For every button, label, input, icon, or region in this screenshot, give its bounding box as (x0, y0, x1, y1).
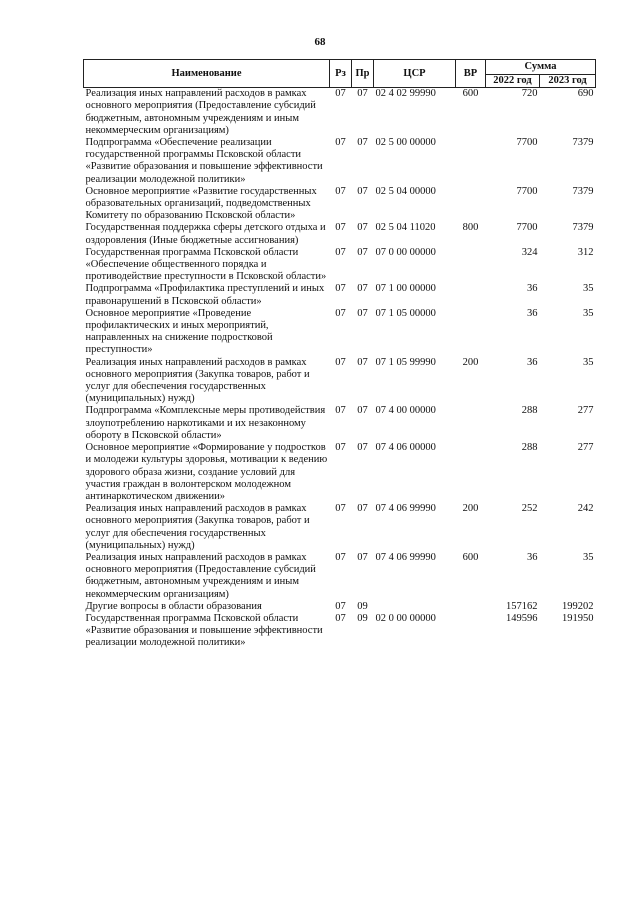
row-vr (456, 613, 486, 650)
header-rz: Рз (330, 60, 352, 88)
header-vr: ВР (456, 60, 486, 88)
row-csr: 02 5 04 11020 (375, 222, 436, 234)
row-vr: 200 (462, 503, 479, 515)
row-csr: 02 0 00 00000 (375, 612, 436, 624)
table-row (84, 613, 596, 650)
row-pr: 07 (357, 137, 368, 149)
row-sum-2023: 35 (583, 551, 594, 563)
row-pr: 09 (357, 612, 368, 624)
row-name: Подпрограмма «Профилактика преступлений и иных правонарушений в Псковской области» (85, 283, 325, 307)
table-row (84, 247, 596, 284)
table-row (84, 442, 596, 503)
row-vr: 600 (462, 551, 479, 563)
row-sum-2022: 36 (527, 356, 538, 368)
row-sum-2022: 157162 (506, 600, 538, 612)
header-name: Наименование (84, 60, 330, 88)
page-number: 68 (314, 36, 326, 48)
row-sum-2023: 242 (577, 503, 594, 515)
row-csr: 07 4 06 99990 (375, 551, 436, 563)
row-vr (456, 442, 486, 503)
row-name: Другие вопросы в области образования (85, 600, 262, 612)
row-sum-2023: 7379 (572, 222, 594, 234)
table-row (84, 222, 596, 246)
row-sum-2023: 35 (583, 283, 594, 295)
row-sum-2022: 288 (521, 405, 538, 417)
row-rz: 07 (335, 222, 346, 234)
row-pr: 07 (357, 185, 368, 197)
header-2022: 2022 год (486, 75, 540, 88)
row-vr (456, 137, 486, 186)
row-csr: 07 1 00 00000 (375, 283, 436, 295)
row-rz: 07 (335, 283, 346, 295)
row-sum-2023: 7379 (572, 137, 594, 149)
row-sum-2022: 36 (527, 283, 538, 295)
row-pr: 07 (357, 88, 368, 100)
row-vr (456, 308, 486, 357)
row-sum-2022: 7700 (516, 185, 538, 197)
row-pr: 07 (357, 246, 368, 258)
row-vr (456, 405, 486, 442)
row-sum-2023: 312 (577, 246, 594, 258)
row-name: Подпрограмма «Комплексные меры противодействия злоупотреблению наркотиками и их незаконному обороту в Псковской области» (85, 405, 326, 441)
table-row (84, 88, 596, 137)
row-name: Реализация иных направлений расходов в рамках основного мероприятия (Предоставление субсидий бюджетным, автономным учреждениям и иным некоммерческим организациям) (85, 88, 316, 136)
header-sum: Сумма (486, 60, 596, 75)
header-pr: Пр (352, 60, 374, 88)
table-row (84, 357, 596, 406)
row-rz: 07 (335, 503, 346, 515)
table-row (84, 405, 596, 442)
row-csr: 07 4 06 99990 (375, 503, 436, 515)
row-sum-2022: 324 (521, 246, 538, 258)
row-pr: 07 (357, 356, 368, 368)
table-row (84, 308, 596, 357)
row-name: Государственная программа Псковской области «Обеспечение общественного порядка и противодействие преступности в Псковской области» (85, 246, 327, 283)
row-vr: 200 (462, 356, 479, 368)
row-sum-2023: 35 (583, 307, 594, 319)
row-rz: 07 (335, 88, 346, 100)
row-sum-2023: 7379 (572, 185, 594, 197)
row-sum-2023: 690 (577, 88, 594, 100)
row-name: Реализация иных направлений расходов в рамках основного мероприятия (Закупка товаров, работ и услуг для обеспечения государственных (муниципальных) нужд) (85, 503, 310, 551)
row-sum-2022: 36 (527, 307, 538, 319)
row-name: Государственная поддержка сферы детского отдыха и оздоровления (Иные бюджетные ассигнования) (85, 222, 326, 246)
row-csr: 07 4 06 00000 (375, 442, 436, 454)
row-sum-2022: 720 (521, 88, 538, 100)
row-pr: 09 (357, 600, 368, 612)
row-name: Основное мероприятие «Развитие государственных образовательных организаций, подведомственных Комитету по образованию Псковской области» (85, 185, 317, 222)
row-sum-2022: 36 (527, 551, 538, 563)
row-rz: 07 (335, 612, 346, 624)
row-name: Реализация иных направлений расходов в рамках основного мероприятия (Предоставление субсидий бюджетным, автономным учреждениям и иным некоммерческим организациям) (85, 551, 316, 600)
row-csr: 07 0 00 00000 (375, 246, 436, 258)
row-sum-2023: 277 (577, 405, 594, 417)
row-csr: 07 1 05 00000 (375, 307, 436, 319)
table-row (84, 283, 596, 307)
row-name: Государственная программа Псковской области «Развитие образования и повышение эффективности реализации молодежной политики» (85, 612, 323, 649)
header-csr: ЦСР (374, 60, 456, 88)
row-rz: 07 (335, 246, 346, 258)
table-row (84, 503, 596, 552)
row-rz: 07 (335, 442, 346, 454)
row-sum-2023: 199202 (562, 600, 594, 612)
row-rz: 07 (335, 356, 346, 368)
row-name: Основное мероприятие «Проведение профилактических и иных мероприятий, направленных на снижение подростковой преступности» (85, 307, 273, 356)
row-vr (456, 186, 486, 223)
row-sum-2023: 35 (583, 356, 594, 368)
row-csr: 02 4 02 99990 (375, 88, 436, 100)
row-vr: 800 (462, 222, 479, 234)
row-name: Основное мероприятие «Формирование у подростков и молодежи культуры здоровья, мотивации к ведению здорового образа жизни, создание условий для участия граждан в волонтерском молодежном антинаркотическом движении» (85, 442, 328, 502)
row-csr: 02 5 04 00000 (375, 185, 436, 197)
row-vr (456, 601, 486, 613)
row-sum-2022: 252 (521, 503, 538, 515)
row-csr: 02 5 00 00000 (375, 137, 436, 149)
table-row (84, 552, 596, 601)
row-vr (456, 283, 486, 307)
row-sum-2022: 149596 (506, 612, 538, 624)
table-row (84, 186, 596, 223)
row-rz: 07 (335, 551, 346, 563)
row-pr: 07 (357, 307, 368, 319)
row-csr: 07 1 05 99990 (375, 356, 436, 368)
row-rz: 07 (335, 307, 346, 319)
row-pr: 07 (357, 551, 368, 563)
row-name: Подпрограмма «Обеспечение реализации государственной программы Псковской области «Развитие образования и повышение эффективности реализации молодежной политики» (85, 137, 323, 185)
header-2023: 2023 год (540, 75, 596, 88)
table-row (84, 601, 596, 613)
row-pr: 07 (357, 503, 368, 515)
row-vr (456, 247, 486, 284)
row-sum-2022: 288 (521, 442, 538, 454)
row-sum-2022: 7700 (516, 137, 538, 149)
table-row (84, 137, 596, 186)
row-sum-2023: 191950 (562, 612, 594, 624)
row-name: Реализация иных направлений расходов в рамках основного мероприятия (Закупка товаров, работ и услуг для обеспечения государственных (муниципальных) нужд) (85, 356, 310, 405)
row-rz: 07 (335, 600, 346, 612)
row-csr (374, 601, 456, 613)
row-pr: 07 (357, 222, 368, 234)
row-sum-2023: 277 (577, 442, 594, 454)
row-pr: 07 (357, 283, 368, 295)
row-pr: 07 (357, 405, 368, 417)
table-body (84, 88, 596, 650)
row-rz: 07 (335, 405, 346, 417)
row-rz: 07 (335, 137, 346, 149)
row-rz: 07 (335, 185, 346, 197)
row-vr: 600 (462, 88, 479, 100)
budget-table (83, 59, 596, 650)
row-pr: 07 (357, 442, 368, 454)
row-sum-2022: 7700 (516, 222, 538, 234)
table-header (84, 60, 596, 88)
row-csr: 07 4 00 00000 (375, 405, 436, 417)
